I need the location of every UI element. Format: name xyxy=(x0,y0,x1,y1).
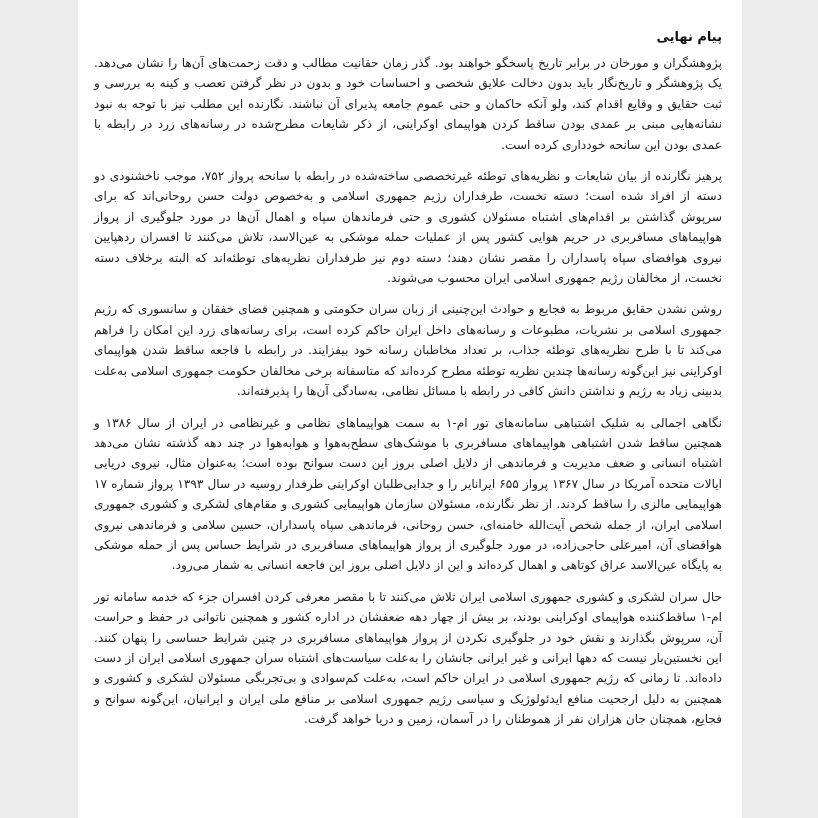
paragraph-1: پژوهشگران و مورخان در برابر تاریخ پاسخگو خواهند بود. گذر زمان حقانیت مطالب و دقت زحمت‌های آن‌ها را نشان می‌دهد. یک پژوهشگر و تاریخ‌نگار باید بدون دخالت علایق شخصی و احساسات خود و بدون در نظر گرفتن تعصب و کینه به بررسی و ثبت حقایق و وقایع اقدام کند، ولو آنکه حاکمان و حتی عموم جامعه پذیرای آن نباشند. نگارنده این مطلب نیز با توجه به نبود نشانه‌هایی مبنی بر عمدی بودن ساقط کردن هواپیمای اوکراینی، از ذکر شایعات مطرح‌شده در رسانه‌های زرد در رابطه با عمدی بودن این سانحه خودداری کرده است. xyxy=(94,56,722,152)
section-title: پیام نهایی xyxy=(656,30,722,45)
paragraph-3: روشن نشدن حقایق مربوط به فجایع و حوادث این‌چنینی از زبان سران حکومتی و همچنین فضای خفقان و سانسوری که رژیم جمهوری اسلامی بر نشریات، مطبوعات و رسانه‌های داخل ایران حاکم کرده است، برای رسانه‌های زرد این امکان را فراهم می‌کند تا با طرح نظریه‌های توطئه جذاب، بر تعداد مخاطبان رسانه خود بیفزایند. در رابطه با فاجعه ساقط شدن هواپیمای اوکراینی نیز این‌گونه رسانه‌ها چندین نظریه توطئه مطرح کرده‌اند که متاسفانه برخی مخالفان حکومت جمهوری اسلامی به‌علت بدبینی زیاد به رژیم و نداشتن دانش کافی در رابطه با مسائل نظامی، به‌سادگی آن‌ها را پذیرفته‌اند. xyxy=(94,302,722,399)
paragraph-2: پرهیز نگارنده از بیان شایعات و نظریه‌های توطئه غیرتخصصی ساخته‌شده در رابطه با سانحه پرواز ۷۵۲، موجب ناخشنودی دو دسته از افراد شده است؛ دسته نخست، طرفداران رژیم جمهوری اسلامی و به‌خصوص دولت حسن روحانی‌اند که برای سرپوش گذاشتن بر اقدام‌های اشتباه مسئولان کشوری و حتی فرماندهان سپاه و اهمال آن‌ها در مورد جلوگیری از پرواز هواپیماهای مسافربری در حریم هوایی کشور پس از عملیات حمله موشکی به عین‌الاسد، تلاش می‌کنند تا افسران ردهپایین نیروی هوافضای سپاه پاسداران را مقصر نشان دهند؛ دسته دوم نیز طرفداران نظریه‌های توطئه‌اند که البته برخلاف دسته نخست، از مخالفان رژیم جمهوری اسلامی ایران محسوب می‌شوند. xyxy=(94,169,722,286)
document-page xyxy=(78,0,742,818)
paragraph-5: حال سران لشکری و کشوری جمهوری اسلامی ایران تلاش می‌کنند تا با مقصر معرفی کردن افسران جزء که خدمه سامانه تور ام-۱ ساقط‌کننده هواپیمای اوکراینی بودند، بر بیش از چهار دهه ضعفشان در اداره کشور و همچنین ناتوانی در حفظ و حراست آن، سرپوش بگذارند و نقش خود در جلوگیری نکردن از پرواز هواپیماهای مسافربری در چنین شرایط حساسی را پنهان کنند. این نخستین‌بار نیست که دهها ایرانی و غیر ایرانی جانشان را به‌علت سیاست‌های اشتباه سران جمهوری اسلامی ایران از دست داده‌اند. تا زمانی که رژیم جمهوری اسلامی در ایران حاکم است، به‌علت کم‌سوادی و بی‌تجربگی مسئولان لشکری و کشوری و همچنین به دلیل ارجحیت منافع ایدئولوژیک و سیاسی رژیم جمهوری اسلامی بر منافع ملی ایران و ایرانیان، این‌گونه سوانح و فجایع، همچنان جان هزاران نفر از هموطنان را در آسمان، زمین و دریا خواهد گرفت. xyxy=(94,589,722,727)
paragraph-4: نگاهی اجمالی به شلیک اشتباهی سامانه‌های تور ام-۱ به سمت هواپیماهای نظامی و غیرنظامی در ایران از سال ۱۳۸۶ و همچنین ساقط شدن اشتباهی هواپیماهای مسافربری با موشک‌های سطح‌به‌هوا و هوابه‌هوا در چند دهه گذشته نشان می‌دهد اشتباه انسانی و ضعف مدیریت و فرماندهی از دلایل اصلی بروز این دست سوانح بوده است؛ به‌عنوان مثال، نیروی دریایی ایالات متحده آمریکا در سال ۱۳۶۷ پرواز ۶۵۵ ایرانایر را و جدایی‌طلبان اوکراینی طرفدار روسیه در سال ۱۳۹۳ پرواز شماره ۱۷ هواپیمایی مالزی را ساقط کردند. از نظر نگارنده، مسئولان سازمان هواپیمایی کشوری و مقام‌های لشکری و کشوری جمهوری اسلامی ایران، از جمله شخص آیت‌الله خامنه‌ای، حسن روحانی، فرماندهی سپاه پاسداران، حسین سلامی و فرماندهی نیروی هوافضای آن، امیرعلی حاجی‌زاده، در مورد جلوگیری از پرواز هواپیماهای مسافربری در شرایط حساس پس از حمله موشکی به پایگاه عین‌الاسد عراق کوتاهی و اهمال کرده‌اند و این از دلایل اصلی بروز این فاجعه انسانی به شمار می‌رود. xyxy=(94,415,723,573)
